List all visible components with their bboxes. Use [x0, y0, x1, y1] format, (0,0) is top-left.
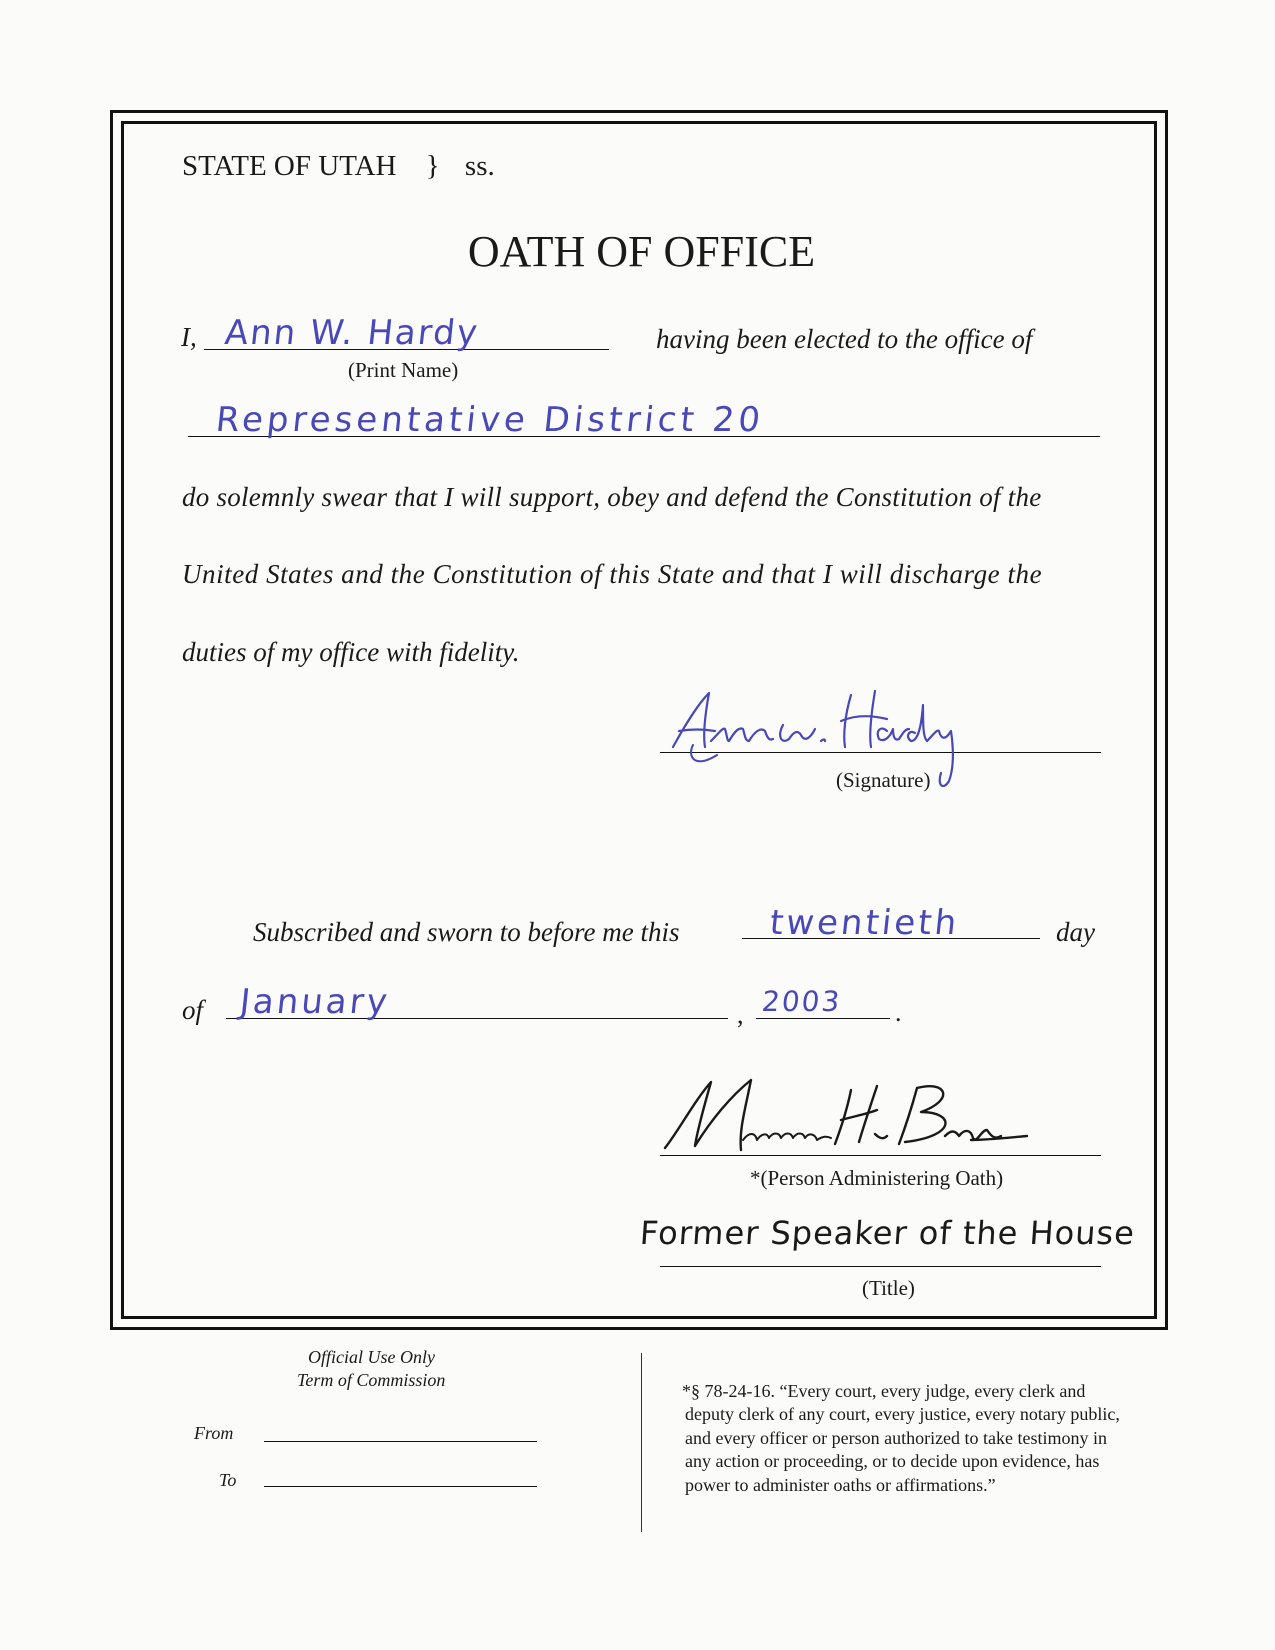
administrator-caption: *(Person Administering Oath) — [750, 1166, 1004, 1190]
office-value[interactable]: Representative District 20 — [213, 400, 767, 440]
to-label: To — [219, 1470, 237, 1490]
oath-body-line1: do solemnly swear that I will support, obey and defend the Constitution of the — [182, 482, 1042, 512]
to-line[interactable] — [264, 1486, 537, 1487]
term-heading: Term of Commission — [297, 1370, 446, 1390]
month-value[interactable]: January — [237, 982, 393, 1022]
footnote-line5: power to administer oaths or affirmations.” — [685, 1475, 996, 1495]
oath-body-line3: duties of my office with fidelity. — [182, 637, 520, 667]
print-name-caption: (Print Name) — [348, 358, 459, 382]
footnote-line4: any action or proceeding, or to decide upon evidence, has — [685, 1451, 1100, 1471]
comma: , — [737, 1000, 744, 1029]
year-value[interactable]: 2003 — [760, 985, 843, 1018]
oath-body-line2: United States and the Constitution of this State and that I will discharge the — [182, 559, 1043, 589]
footnote-line3: and every officer or person authorized to take testimony in — [685, 1428, 1108, 1448]
sworn-lead-text: Subscribed and sworn to before me this — [253, 917, 680, 947]
vertical-divider — [641, 1353, 642, 1532]
from-line[interactable] — [264, 1441, 537, 1442]
footnote-line2: deputy clerk of any court, every justice, every notary public, — [685, 1404, 1120, 1424]
of-word: of — [182, 995, 204, 1025]
i-prefix: I, — [181, 322, 197, 352]
title-caption: (Title) — [862, 1276, 915, 1300]
elected-text: having been elected to the office of — [656, 324, 1033, 354]
period: . — [895, 998, 902, 1027]
brace: } — [425, 150, 440, 182]
footnote-line1: *§ 78-24-16. “Every court, every judge, every clerk and — [682, 1381, 1086, 1401]
title-value[interactable]: Former Speaker of the House — [638, 1214, 1137, 1252]
from-label: From — [194, 1423, 234, 1443]
day-word: day — [1056, 917, 1095, 947]
state-name: STATE OF UTAH — [182, 150, 397, 182]
signature-caption: (Signature) — [836, 768, 931, 792]
state-heading — [182, 150, 495, 183]
day-value[interactable]: twentieth — [767, 903, 962, 943]
document-title: OATH OF OFFICE — [467, 227, 816, 276]
print-name-value[interactable]: Ann W. Hardy — [222, 313, 482, 353]
title-line — [660, 1266, 1101, 1267]
ss-label: ss. — [464, 150, 495, 182]
year-line — [756, 1018, 890, 1019]
official-use-heading: Official Use Only — [308, 1347, 435, 1367]
